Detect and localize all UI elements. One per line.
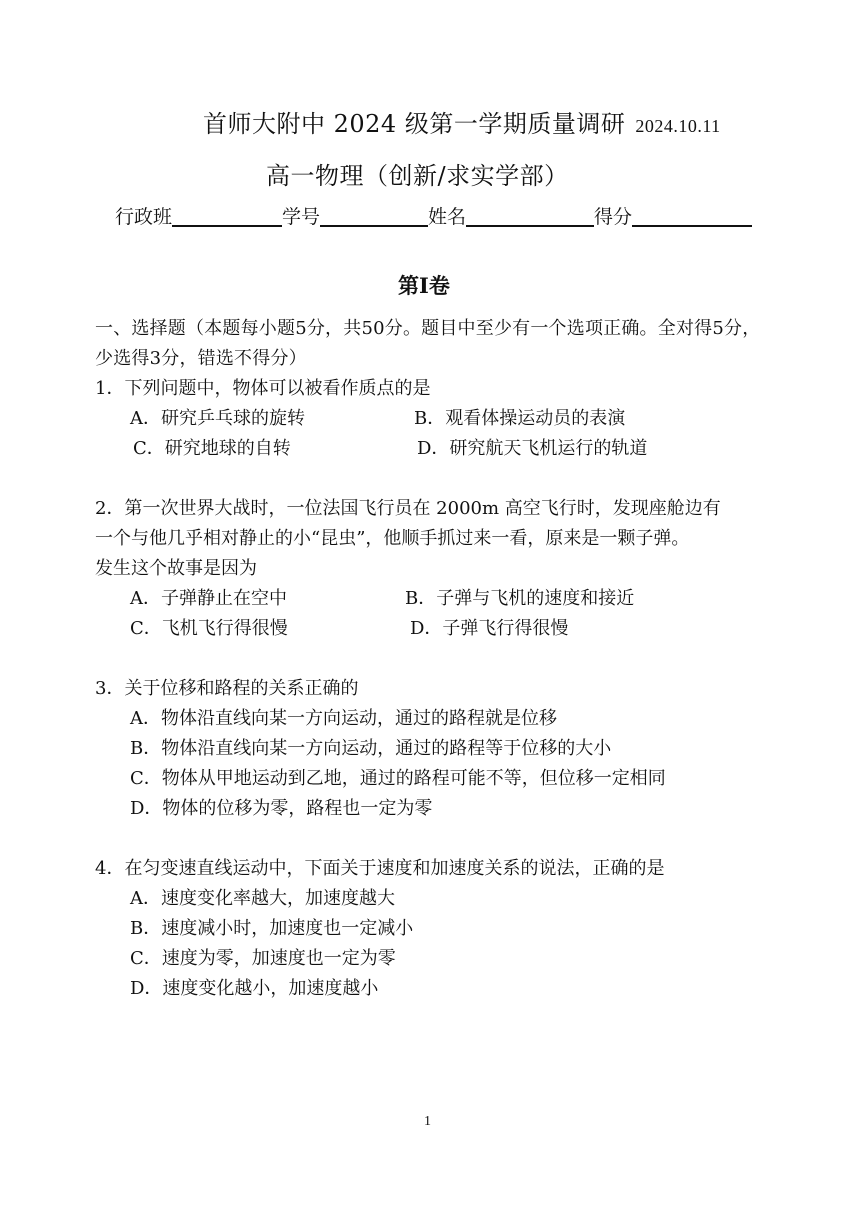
q1-option-b: B．观看体操运动员的表演 — [414, 408, 626, 429]
q1-option-c — [133, 434, 291, 460]
q3-option-d: D．物体的位移为零，路程也一定为零 — [130, 798, 433, 819]
exam-subtitle: 高一物理（创新/求实学部） — [266, 162, 569, 190]
q2-stem-line-2: 一个与他几乎相对静止的小“昆虫”，他顺手抓过来一看，原来是一颗子弹。 — [95, 528, 690, 549]
q2-stem-line-3: 发生这个故事是因为 — [95, 558, 257, 579]
q3-option-a: A．物体沿直线向某一方向运动，通过的路程就是位移 — [130, 708, 557, 729]
q2-option-b: B．子弹与飞机的速度和接近 — [405, 588, 635, 609]
q3-stem: 3．关于位移和路程的关系正确的 — [95, 678, 359, 699]
exam-date: 2024.10.11 — [635, 116, 721, 136]
q3-option-c: C．物体从甲地运动到乙地，通过的路程可能不等，但位移一定相同 — [130, 768, 666, 789]
q1-option-a: A．研究乒乓球的旋转 — [130, 408, 305, 429]
section-title: 第Ⅰ卷 — [398, 273, 450, 298]
field-label-name: 姓名 — [428, 206, 467, 228]
q3-option-b: B．物体沿直线向某一方向运动，通过的路程等于位移的大小 — [130, 738, 612, 759]
q2-option-a: A．子弹静止在空中 — [130, 588, 287, 609]
instructions: 一、选择题（本题每小题5分，共50分。题目中至少有一个选项正确。全对得5分，少选得3分，错选不得分） — [95, 318, 761, 369]
q4-stem: 4．在匀变速直线运动中，下面关于速度和加速度关系的说法，正确的是 — [95, 858, 665, 879]
exam-title-text: 首师大附中 2024 级第一学期质量调研 — [203, 110, 626, 138]
q1-option-c-text: C．研究地球的自转 — [133, 438, 291, 459]
name-blank — [466, 207, 594, 227]
q4-option-b: B．速度减小时，加速度也一定减小 — [130, 918, 414, 939]
q2-option-d: D．子弹飞行得很慢 — [410, 618, 569, 639]
q1-option-d: D．研究航天飞机运行的轨道 — [417, 438, 648, 459]
field-label-class: 行政班 — [115, 206, 173, 228]
id-blank — [320, 207, 428, 227]
exam-title — [203, 104, 721, 139]
class-blank — [172, 207, 282, 227]
q4-option-d: D．速度变化越小，加速度越小 — [130, 978, 379, 999]
q2-option-c: C．飞机飞行得很慢 — [130, 618, 288, 639]
field-label-score: 得分 — [594, 206, 633, 228]
q2-stem-line-1: 2．第一次世界大战时，一位法国飞行员在 2000m 高空飞行时，发现座舱边有 — [95, 498, 721, 519]
q1-stem: 1．下列问题中，物体可以被看作质点的是 — [95, 378, 431, 399]
page-number: 1 — [424, 1114, 431, 1129]
q4-option-c: C．速度为零，加速度也一定为零 — [130, 948, 396, 969]
student-info-line — [115, 202, 752, 229]
field-label-id: 学号 — [282, 206, 321, 228]
score-blank — [632, 207, 752, 227]
q4-option-a: A．速度变化率越大，加速度越大 — [130, 888, 395, 909]
